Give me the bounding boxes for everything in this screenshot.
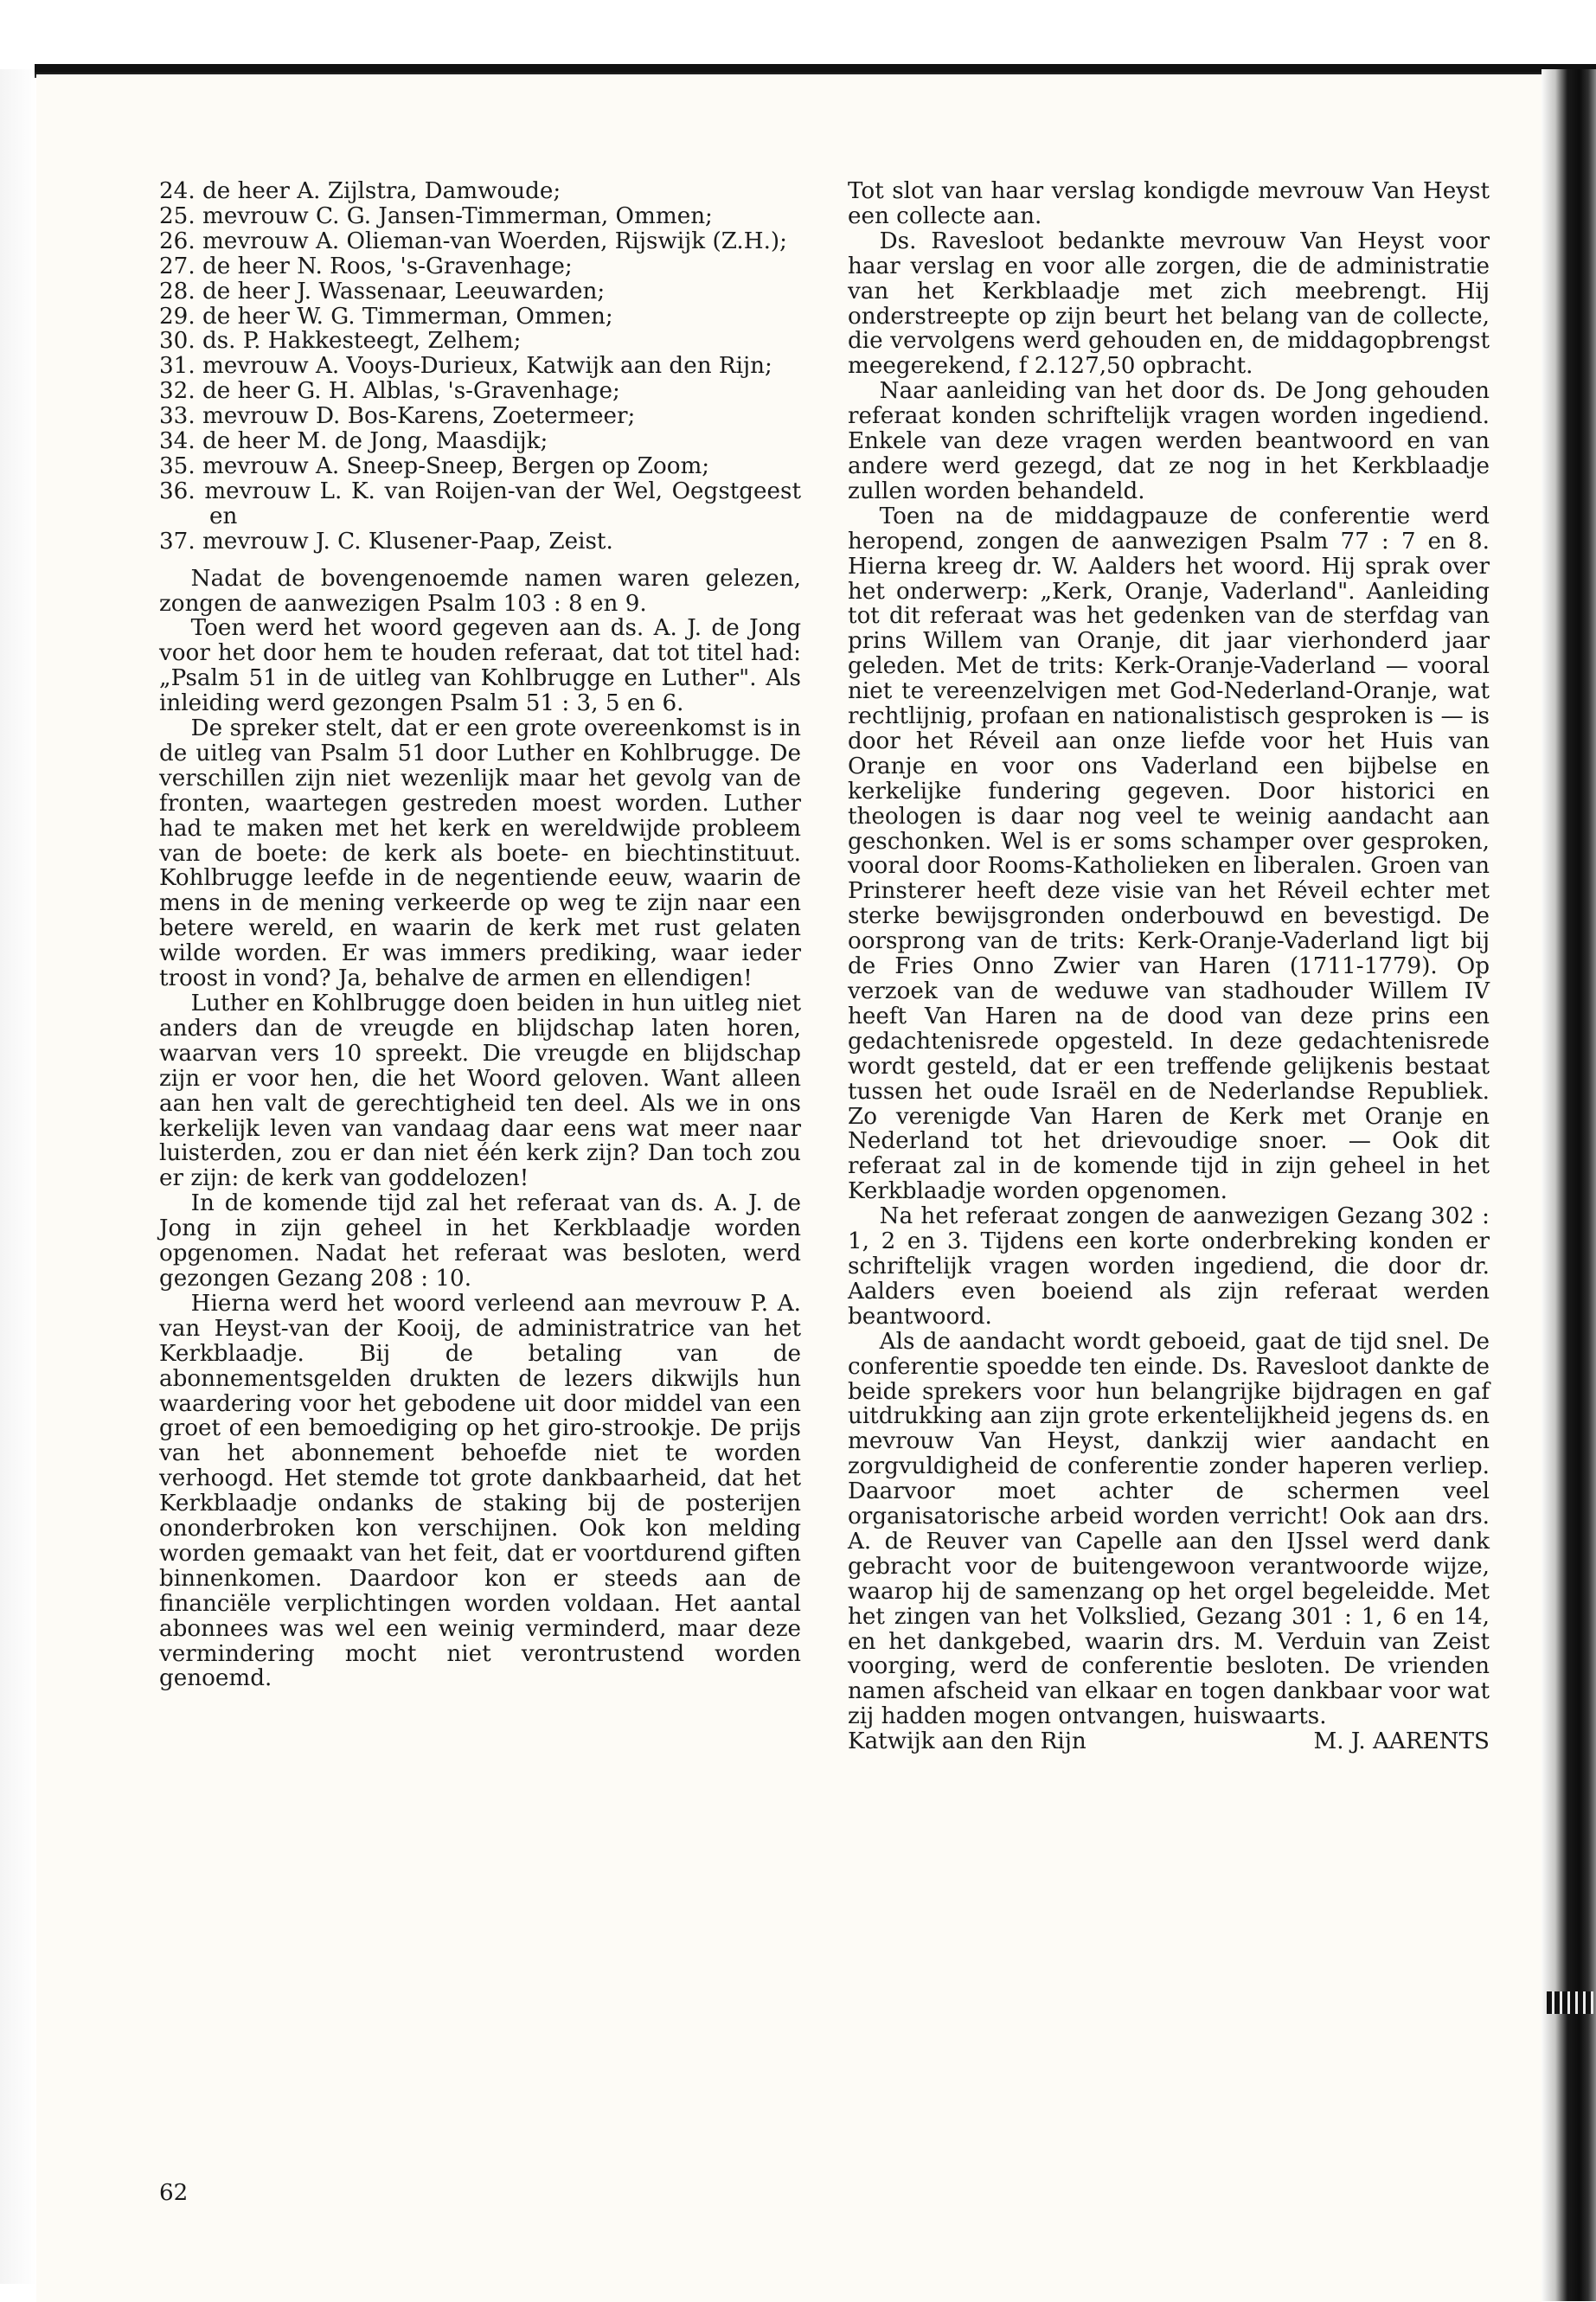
list-item: 32. de heer G. H. Alblas, 's-Gravenhage; <box>159 378 620 405</box>
list-item: 36. mevrouw L. K. van Roijen-van der Wel, Oegstgeest en <box>159 478 801 529</box>
paragraph: Nadat de bovengenoemde namen waren gelezen, zongen de aanwezigen Psalm 103 : 8 en 9. <box>159 565 801 617</box>
paragraph: In de komende tijd zal het referaat van ds. A. J. de Jong in zijn geheel in het Kerkblaadje worden opgenomen. Nadat het referaat was besloten, werd gezongen Gezang 208 : 10. <box>159 1190 801 1292</box>
book-spine <box>1542 69 1596 2301</box>
right-column <box>848 179 1490 1754</box>
spine-mark <box>1547 1991 1593 2014</box>
paragraph: Luther en Kohlbrugge doen beiden in hun uitleg niet anders dan de vreugde en blijdschap laten horen, waarvan vers 10 spreekt. Die vreugde en blijdschap zijn er voor hen, die het Woord geloven. Want alleen aan hen valt de gerechtigheid ten deel. Als we in ons kerkelijk leven van vandaag daar eens wat meer naar luisterden, zou er dan niet één kerk zijn? Dan toch zou er zijn: de kerk van goddelozen! <box>159 991 801 1192</box>
paragraph: Als de aandacht wordt geboeid, gaat de tijd snel. De conferentie spoedde ten einde. Ds. Ravesloot dankte de beide sprekers voor hun belangrijke bijdragen en gaf uitdrukking aan zijn grote erkentelijkheid jegens ds. en mevrouw Van Heyst, dankzij wier aandacht en zorgvuldigheid de conferentie zonder haperen verliep. Daarvoor moet achter de schermen veel organisatorische arbeid worden verricht! Ook aan drs. A. de Reuver van Capelle aan den IJssel werd dank gebracht voor de buitengewoon verantwoorde wijze, waarop hij de samenzang op het orgel begeleidde. Met het zingen van het Volkslied, Gezang 301 : 1, 6 en 14, en het dankgebed, waarin drs. M. Verduin van Zeist voorging, werd de conferentie besloten. De vrienden namen afscheid van elkaar en togen dankbaar voor wat zij hadden mogen ontvangen, huiswaarts. <box>848 1328 1490 1730</box>
paragraph: Naar aanleiding van het door ds. De Jong gehouden referaat konden schriftelijk vragen worden ingediend. Enkele van deze vragen werden beantwoord en van andere werd gezegd, dat ze nog in het Kerkblaadje zullen worden behandeld. <box>848 378 1490 504</box>
list-item: 34. de heer M. de Jong, Maasdijk; <box>159 428 548 455</box>
list-item: 37. mevrouw J. C. Klusener-Paap, Zeist. <box>159 528 613 555</box>
paragraph: Ds. Ravesloot bedankte mevrouw Van Heyst voor haar verslag en voor alle zorgen, die de administratie van het Kerkblaadje met zich meebrengt. Hij onderstreepte op zijn beurt het belang van de collecte, die vervolgens werd gehouden en, de middagopbrengst meegerekend, f 2.127,50 opbracht. <box>848 228 1490 380</box>
paragraph: De spreker stelt, dat er een grote overeenkomst is in de uitleg van Psalm 51 door Luther en Kohlbrugge. De verschillen zijn niet wezenlijk maar het gevolg van de fronten, waartegen gestreden moest worden. Luther had te maken met het kerk en wereldwijde probleem van de boete: de kerk als boete- en biechtinstituut. Kohlbrugge leefde in de negentiende eeuw, waarin de mens in de mening verkeerde op weg te zijn naar een betere wereld, en waarin de kerk met rust gelaten wilde worden. Er was immers prediking, waar ieder troost in vond? Ja, behalve de armen en ellendigen! <box>159 715 801 992</box>
signature-line <box>848 1729 1490 1754</box>
list-item: 29. de heer W. G. Timmerman, Ommen; <box>159 303 613 330</box>
left-column <box>159 179 801 1691</box>
signature-author: M. J. AARENTS <box>1313 1728 1490 1755</box>
list-item: 31. mevrouw A. Vooys-Durieux, Katwijk aan den Rijn; <box>159 353 772 380</box>
paragraph: Tot slot van haar verslag kondigde mevrouw Van Heyst een collecte aan. <box>848 178 1490 229</box>
paragraph: Na het referaat zongen de aanwezigen Gezang 302 : 1, 2 en 3. Tijdens een korte onderbreking konden er schriftelijk vragen worden ingediend, die door dr. Aalders even boeiend als zijn referaat werden beantwoord. <box>848 1203 1490 1330</box>
list-item: 33. mevrouw D. Bos-Karens, Zoetermeer; <box>159 403 636 430</box>
paragraph: Toen na de middagpauze de conferentie werd heropend, zongen de aanwezigen Psalm 77 : 7 en 8. Hierna kreeg dr. W. Aalders het woord. Hij sprak over het onderwerp: „Kerk, Oranje, Vaderland". Aanleiding tot dit referaat was het gedenken van de sterfdag van prins Willem van Oranje, dit jaar vierhonderd jaar geleden. Met de trits: Kerk-Oranje-Vaderland — vooral niet te vereenzelvigen met God-Nederland-Oranje, wat rechtlijnig, profaan en nationalistisch gesproken is — is door het Réveil aan onze liefde voor het Huis van Oranje en voor ons Vaderland een bijbelse en kerkelijke fundering gegeven. Door historici en theologen is daar nog veel te weinig aandacht aan geschonken. Wel is er soms schamper over gesproken, vooral door Rooms-Katholieken en liberalen. Groen van Prinsterer heeft deze visie van het Réveil echter met sterke bewijsgronden onderbouwd en bevestigd. De oorsprong van de trits: Kerk-Oranje-Vaderland ligt bij de Fries Onno Zwier van Haren (1711-1779). Op verzoek van de weduwe van stadhouder Willem IV heeft Van Haren na de dood van deze prins een gedachtenisrede opgesteld. In deze gedachtenisrede wordt gesteld, dat er een treffende gelijkenis bestaat tussen het oude Israël en de Nederlandse Republiek. Zo verenigde Van Haren de Kerk met Oranje en Nederland tot het drievoudige snoer. — Ook dit referaat zal in de komende tijd in zijn geheel in het Kerkblaadje worden opgenomen. <box>848 503 1490 1205</box>
paragraph: Toen werd het woord gegeven aan ds. A. J. de Jong voor het door hem te houden referaat, dat tot titel had: „Psalm 51 in de uitleg van Kohlbrugge en Luther". Als inleiding werd gezongen Psalm 51 : 3, 5 en 6. <box>159 615 801 717</box>
list-item: 30. ds. P. Hakkesteegt, Zelhem; <box>159 328 522 355</box>
list-item: 28. de heer J. Wassenaar, Leeuwarden; <box>159 278 606 305</box>
list-item: 27. de heer N. Roos, 's-Gravenhage; <box>159 253 573 279</box>
page-number: 62 <box>159 2180 189 2206</box>
scan-margin <box>0 69 36 2284</box>
attendee-list <box>159 179 801 555</box>
signature-place: Katwijk aan den Rijn <box>848 1728 1086 1755</box>
list-item: 24. de heer A. Zijlstra, Damwoude; <box>159 178 561 204</box>
list-item: 35. mevrouw A. Sneep-Sneep, Bergen op Zoom; <box>159 452 710 479</box>
list-item: 25. mevrouw C. G. Jansen-Timmerman, Ommen; <box>159 202 713 229</box>
paragraph: Hierna werd het woord verleend aan mevrouw P. A. van Heyst-van der Kooij, de administratrice van het Kerkblaadje. Bij de betaling van de abonnementsgelden drukten de lezers dikwijls hun waardering voor het gebodene uit door middel van een groet of een bemoediging op het giro-strookje. De prijs van het abonnement behoefde niet te worden verhoogd. Het stemde tot grote dankbaarheid, dat het Kerkblaadje ondanks de staking bij de posterijen ononderbroken kon verschijnen. Ook kon melding worden gemaakt van het feit, dat er voortdurend giften binnenkomen. Daardoor kon er steeds aan de financiële verplichtingen worden voldaan. Het aantal abonnees was wel een weinig verminderd, maar deze vermindering mocht niet verontrustend worden genoemd. <box>159 1290 801 1692</box>
list-item: 26. mevrouw A. Olieman-van Woerden, Rijswijk (Z.H.); <box>159 228 787 254</box>
